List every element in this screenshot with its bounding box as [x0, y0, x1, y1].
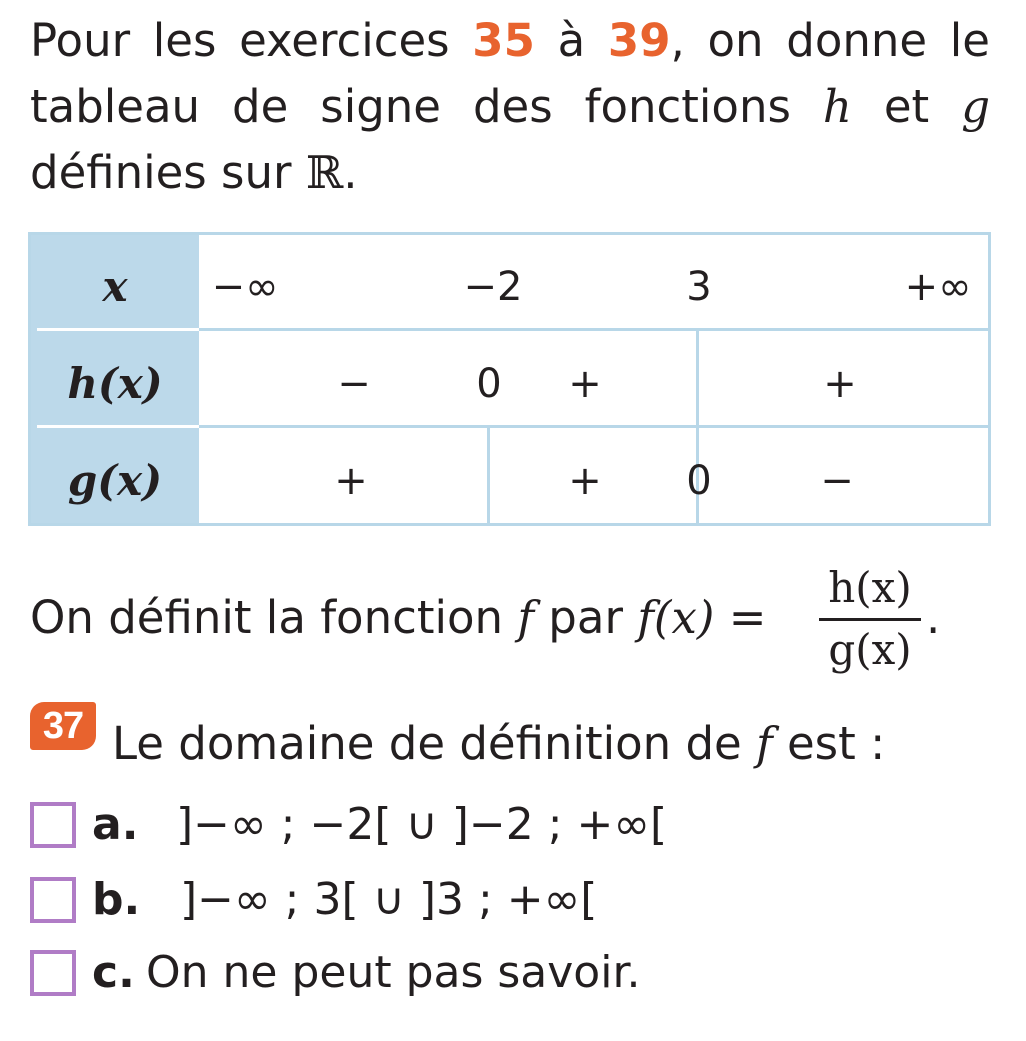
definition-period: .	[926, 591, 941, 644]
header-h: h(x)	[67, 359, 163, 408]
h-sign: +	[823, 361, 857, 407]
question-text-before: Le domaine de définition de	[112, 717, 757, 770]
definition-line	[30, 588, 766, 648]
row-divider	[199, 425, 988, 428]
option-c-letter: c.	[92, 947, 135, 998]
option-a-letter: a.	[92, 799, 139, 850]
intro-text-end: définies sur	[30, 146, 306, 199]
question-text	[112, 714, 885, 774]
function-f: f	[517, 591, 534, 644]
intro-paragraph	[30, 8, 990, 206]
question-function-f: f	[756, 717, 773, 770]
x-value: −∞	[211, 264, 279, 310]
g-zero: 0	[686, 458, 712, 504]
intro-text-and: et	[851, 80, 962, 133]
x-value: +∞	[904, 264, 972, 310]
header-separator	[37, 328, 199, 331]
option-c-checkbox[interactable]	[30, 950, 76, 996]
fraction-numerator: h(x)	[828, 563, 912, 612]
equals-sign: =	[714, 591, 767, 644]
x-value: 3	[686, 264, 712, 310]
definition-prefix: On définit la fonction	[30, 591, 518, 644]
option-a-text: ]−∞ ; −2[ ∪ ]−2 ; +∞[	[176, 799, 668, 850]
option-b-text: ]−∞ ; 3[ ∪ ]3 ; +∞[	[180, 874, 598, 925]
exercise-start-number: 35	[472, 14, 535, 67]
h-sign: −	[337, 361, 371, 407]
option-b-letter: b.	[92, 874, 141, 925]
sign-table	[28, 232, 991, 526]
question-number-badge: 37	[30, 702, 96, 750]
intro-text-before: Pour les exercices	[30, 14, 473, 67]
fraction-bar	[819, 618, 921, 621]
x-value: −2	[463, 264, 523, 310]
exercise-end-number: 39	[607, 14, 671, 67]
h-zero: 0	[476, 361, 502, 407]
header-g: g(x)	[67, 456, 163, 505]
f-of-x: f(x)	[637, 591, 715, 644]
function-g: g	[961, 80, 990, 133]
h-sign: +	[568, 361, 602, 407]
function-h: h	[822, 80, 852, 133]
option-a-checkbox[interactable]	[30, 802, 76, 848]
intro-text-after: , on donne le tableau de signe des fonctions	[30, 14, 990, 133]
fraction-denominator: g(x)	[828, 625, 912, 674]
header-separator	[37, 425, 199, 428]
option-b-checkbox[interactable]	[30, 877, 76, 923]
row-divider	[199, 328, 988, 331]
option-c-text: On ne peut pas savoir.	[146, 947, 641, 998]
header-x: x	[102, 262, 128, 311]
definition-middle: par	[534, 591, 638, 644]
g-sign: −	[820, 458, 854, 504]
question-text-after: est :	[772, 717, 886, 770]
column-divider-at-minus2	[487, 428, 490, 523]
intro-text-a: à	[534, 14, 608, 67]
g-sign: +	[568, 458, 602, 504]
intro-period: .	[343, 146, 358, 199]
reals-symbol: ℝ	[305, 146, 344, 199]
g-sign: +	[334, 458, 368, 504]
